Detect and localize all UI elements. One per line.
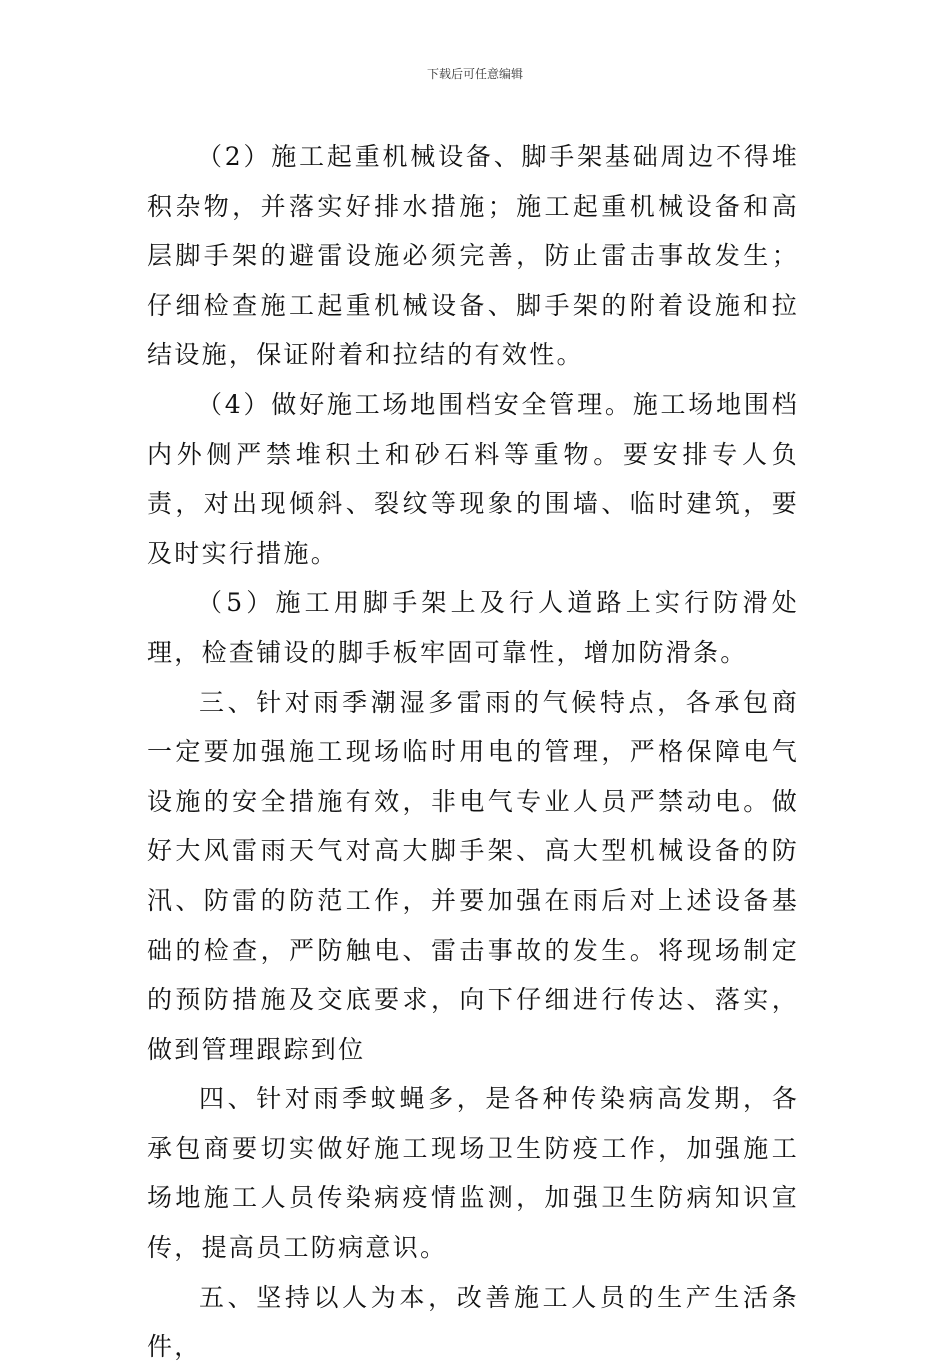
page-header: 下载后可任意编辑	[426, 67, 523, 81]
paragraph-section-5: 五、坚持以人为本，改善施工人员的生产生活条件，	[147, 1282, 799, 1362]
paragraph-item-5: （5）施工用脚手架上及行人道路上实行防滑处理，检查铺设的脚手板牢固可靠性，增加防滑条。	[147, 588, 799, 667]
document-body	[147, 132, 799, 1372]
paragraph-section-3: 三、针对雨季潮湿多雷雨的气候特点，各承包商一定要加强施工现场临时用电的管理，严格保障电气设施的安全措施有效，非电气专业人员严禁动电。做好大风雷雨天气对高大脚手架、高大型机械设备的防汛、防雷的防范工作，并要加强在雨后对上述设备基础的检查，严防触电、雷击事故的发生。将现场制定的预防措施及交底要求，向下仔细进行传达、落实，做到管理跟踪到位	[147, 687, 799, 1064]
paragraph-section-4: 四、针对雨季蚊蝇多，是各种传染病高发期，各承包商要切实做好施工现场卫生防疫工作，加强施工场地施工人员传染病疫情监测，加强卫生防病知识宣传，提高员工防病意识。	[147, 1084, 799, 1263]
paragraph-item-2: （2）施工起重机械设备、脚手架基础周边不得堆积杂物，并落实好排水措施；施工起重机械设备和高层脚手架的避雷设施必须完善，防止雷击事故发生；仔细检查施工起重机械设备、脚手架的附着设施和拉结设施，保证附着和拉结的有效性。	[147, 142, 799, 370]
paragraph-item-4: （4）做好施工场地围档安全管理。施工场地围档内外侧严禁堆积土和砂石料等重物。要安排专人负责，对出现倾斜、裂纹等现象的围墙、临时建筑，要及时实行措施。	[147, 389, 799, 568]
